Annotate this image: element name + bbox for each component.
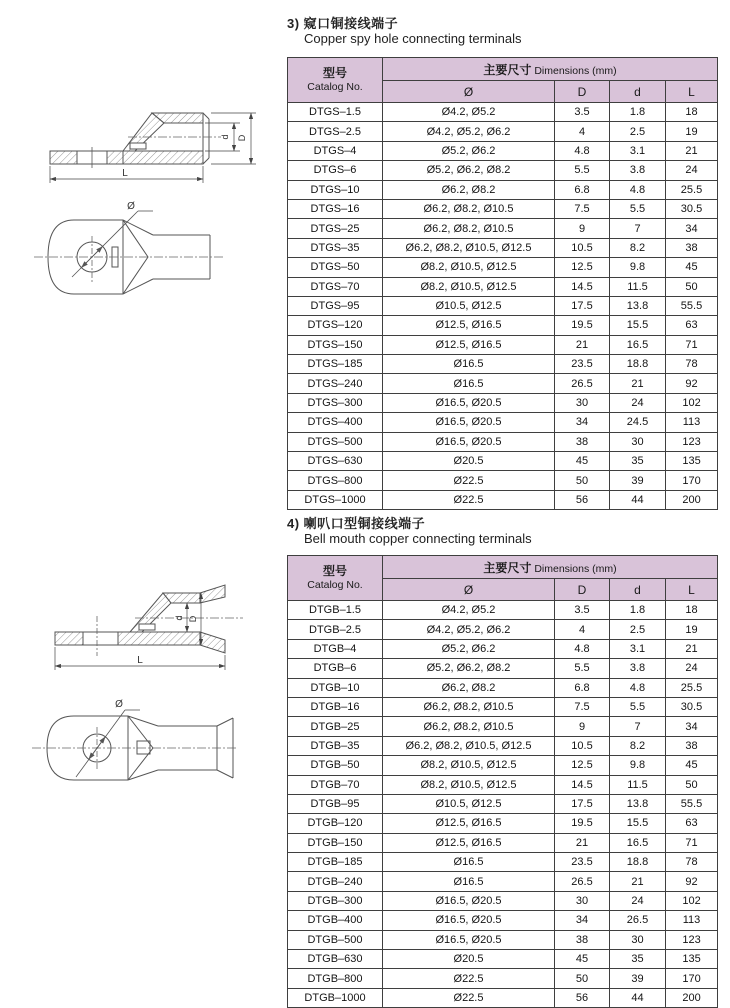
dimension-value-cell: 92 [666,872,718,891]
dimension-value-cell: 7.5 [555,697,610,716]
dimension-value-cell: Ø6.2, Ø8.2, Ø10.5 [383,219,555,238]
table-row [288,620,718,639]
table-row [288,277,718,296]
dimension-value-cell: 13.8 [610,296,666,315]
dimension-value-cell: 19.5 [555,316,610,335]
dimension-value-cell: Ø8.2, Ø10.5, Ø12.5 [383,775,555,794]
dimension-value-cell: 34 [555,911,610,930]
col-header-d: d [610,81,666,103]
bell-mouth-dimensions-table [287,555,718,1008]
dimension-value-cell: 200 [666,988,718,1007]
table-row [288,103,718,122]
dimension-value-cell: Ø10.5, Ø12.5 [383,296,555,315]
dimension-value-cell: 21 [555,335,610,354]
dimension-value-cell: 24 [666,161,718,180]
catalog-no-header [288,556,383,601]
dimension-value-cell: Ø6.2, Ø8.2, Ø10.5, Ø12.5 [383,238,555,257]
dimension-value-cell: 23.5 [555,355,610,374]
dimension-value-cell: 123 [666,930,718,949]
dimension-value-cell: 18 [666,601,718,620]
dimension-value-cell: 19 [666,620,718,639]
dimension-value-cell: Ø6.2, Ø8.2, Ø10.5 [383,717,555,736]
dimension-value-cell: 5.5 [555,161,610,180]
dimension-value-cell: 30.5 [666,697,718,716]
dimension-value-cell: Ø16.5 [383,355,555,374]
catalog-no-cell: DTGB–25 [288,717,383,736]
dimension-value-cell: 13.8 [610,794,666,813]
col-header-L: L [666,579,718,601]
table-row [288,988,718,1007]
dimension-value-cell: 15.5 [610,814,666,833]
catalog-no-cell: DTGS–25 [288,219,383,238]
dimension-value-cell: 9.8 [610,258,666,277]
dimension-value-cell: 102 [666,891,718,910]
dimensions-header-en: Dimensions (mm) [534,562,617,575]
dimension-value-cell: 6.8 [555,678,610,697]
dimension-value-cell: 34 [555,413,610,432]
table-row [288,238,718,257]
table-row [288,258,718,277]
dimension-value-cell: 18.8 [610,853,666,872]
dimension-value-cell: 35 [610,452,666,471]
dimension-value-cell: 10.5 [555,736,610,755]
dimension-value-cell: 78 [666,355,718,374]
dimension-value-cell: 50 [666,277,718,296]
table-row [288,141,718,160]
spy-hole-side-view-diagram [35,103,270,188]
dimension-value-cell: 50 [555,969,610,988]
dimension-value-cell: 38 [666,736,718,755]
catalog-no-cell: DTGS–10 [288,180,383,199]
dimensions-header [383,58,718,81]
dimension-value-cell: 30 [555,393,610,412]
dimension-value-cell: Ø20.5 [383,950,555,969]
dimensions-header [383,556,718,579]
catalog-no-cell: DTGB–500 [288,930,383,949]
dimension-value-cell: 45 [666,756,718,775]
dimension-value-cell: Ø5.2, Ø6.2, Ø8.2 [383,659,555,678]
dimension-value-cell: 135 [666,950,718,969]
dimension-value-cell: Ø12.5, Ø16.5 [383,335,555,354]
section-3-heading-en: Copper spy hole connecting terminals [304,31,522,46]
col-header-d: d [610,579,666,601]
dimension-value-cell: 3.8 [610,659,666,678]
table-row [288,432,718,451]
dimension-value-cell: 102 [666,393,718,412]
dimension-value-cell: 24 [610,891,666,910]
dimension-value-cell: 18 [666,103,718,122]
dimension-value-cell: 10.5 [555,238,610,257]
dimension-value-cell: 8.2 [610,238,666,257]
terminal-cross-section [50,113,209,164]
table-row [288,122,718,141]
dimension-value-cell: 7 [610,717,666,736]
dimension-value-cell: 17.5 [555,296,610,315]
dimension-value-cell: 26.5 [555,374,610,393]
table-row [288,736,718,755]
dimension-value-cell: 2.5 [610,620,666,639]
dimension-value-cell: 16.5 [610,833,666,852]
catalog-no-cell: DTGB–120 [288,814,383,833]
catalog-no-cell: DTGB–35 [288,736,383,755]
dimension-value-cell: 44 [610,988,666,1007]
bell-mouth-side-view-diagram [35,578,270,673]
dimension-value-cell: Ø5.2, Ø6.2 [383,639,555,658]
dimension-value-cell: 9.8 [610,756,666,775]
table-body [288,601,718,1008]
catalog-no-cell: DTGB–800 [288,969,383,988]
catalog-header-zh: 型号 [322,564,347,578]
dimension-value-cell: 63 [666,316,718,335]
dimension-value-cell: Ø22.5 [383,969,555,988]
table-row [288,490,718,509]
table-row [288,659,718,678]
dimension-value-cell: 21 [555,833,610,852]
dimension-value-cell: 1.8 [610,601,666,620]
dim-label-L: L [122,168,128,179]
dimension-value-cell: Ø4.2, Ø5.2, Ø6.2 [383,122,555,141]
dimension-value-cell: Ø6.2, Ø8.2 [383,678,555,697]
dimension-value-cell: 4 [555,620,610,639]
dimension-value-cell: 5.5 [555,659,610,678]
catalog-no-cell: DTGS–6 [288,161,383,180]
dimension-value-cell: Ø12.5, Ø16.5 [383,833,555,852]
dimension-value-cell: 6.8 [555,180,610,199]
table-header [288,556,718,601]
table-row [288,678,718,697]
catalog-no-cell: DTGS–70 [288,277,383,296]
dimension-value-cell: 45 [555,950,610,969]
catalog-header-en: Catalog No. [307,579,363,591]
dimension-value-cell: 8.2 [610,736,666,755]
dimension-value-cell: 56 [555,490,610,509]
dimension-value-cell: Ø5.2, Ø6.2 [383,141,555,160]
table-row [288,891,718,910]
catalog-no-cell: DTGB–1.5 [288,601,383,620]
bell-mouth-top-view-diagram [20,693,245,798]
dimension-value-cell: 24 [610,393,666,412]
dimension-value-cell: 15.5 [610,316,666,335]
dimension-value-cell: 44 [610,490,666,509]
dimension-value-cell: 23.5 [555,853,610,872]
table-row [288,794,718,813]
dimension-value-cell: Ø16.5 [383,853,555,872]
catalog-no-cell: DTGS–120 [288,316,383,335]
dimension-value-cell: Ø8.2, Ø10.5, Ø12.5 [383,756,555,775]
table-row [288,697,718,716]
dimension-value-cell: 2.5 [610,122,666,141]
dimension-value-cell: 50 [666,775,718,794]
dimension-value-cell: 113 [666,413,718,432]
dimension-value-cell: Ø16.5, Ø20.5 [383,930,555,949]
dimension-value-cell: 3.5 [555,103,610,122]
dimension-value-cell: Ø22.5 [383,490,555,509]
dimension-value-cell: 200 [666,490,718,509]
dimension-value-cell: 12.5 [555,756,610,775]
dimension-value-cell: Ø6.2, Ø8.2 [383,180,555,199]
catalog-no-cell: DTGB–150 [288,833,383,852]
dimension-value-cell: 21 [666,639,718,658]
dimension-value-cell: 63 [666,814,718,833]
dimension-value-cell: 30.5 [666,199,718,218]
dimension-value-cell: 56 [555,988,610,1007]
table-row [288,911,718,930]
table-row [288,452,718,471]
dimension-value-cell: 3.5 [555,601,610,620]
table-row [288,180,718,199]
catalog-no-cell: DTGS–35 [288,238,383,257]
dimension-value-cell: Ø6.2, Ø8.2, Ø10.5 [383,697,555,716]
dimension-value-cell: 135 [666,452,718,471]
dimension-value-cell: 26.5 [610,911,666,930]
dim-label-diameter: Ø [127,201,135,212]
dimension-value-cell: 17.5 [555,794,610,813]
dimensions-header-zh: 主要尺寸 [483,62,532,77]
col-header-D: D [555,81,610,103]
catalog-no-cell: DTGS–16 [288,199,383,218]
dimension-value-cell: 35 [610,950,666,969]
dim-label-D: D [188,615,198,623]
dim-label-L: L [137,655,143,666]
table-row [288,601,718,620]
dimension-value-cell: Ø10.5, Ø12.5 [383,794,555,813]
dimension-value-cell: 30 [555,891,610,910]
dimension-value-cell: Ø16.5, Ø20.5 [383,432,555,451]
spy-hole-top-view-diagram [20,200,235,305]
catalog-no-cell: DTGB–95 [288,794,383,813]
catalog-no-cell: DTGB–2.5 [288,620,383,639]
dimension-value-cell: Ø16.5 [383,872,555,891]
catalog-no-cell: DTGB–6 [288,659,383,678]
dimension-value-cell: 19.5 [555,814,610,833]
table-header [288,58,718,103]
dimension-value-cell: 5.5 [610,697,666,716]
catalog-no-cell: DTGB–185 [288,853,383,872]
dimension-value-cell: Ø16.5, Ø20.5 [383,413,555,432]
table-row [288,413,718,432]
dimension-value-cell: 7.5 [555,199,610,218]
catalog-no-cell: DTGB–1000 [288,988,383,1007]
section-4-heading-en: Bell mouth copper connecting terminals [304,531,532,546]
table-row [288,316,718,335]
table-row [288,853,718,872]
dimension-value-cell: 14.5 [555,775,610,794]
table-row [288,199,718,218]
table-row [288,814,718,833]
dim-label-D: D [237,134,247,142]
dimension-value-cell: Ø16.5, Ø20.5 [383,393,555,412]
dimension-value-cell: 123 [666,432,718,451]
table-row [288,950,718,969]
col-header-diameter: Ø [383,579,555,601]
dimension-value-cell: 21 [610,374,666,393]
dimension-value-cell: 7 [610,219,666,238]
col-header-diameter: Ø [383,81,555,103]
catalog-no-cell: DTGS–240 [288,374,383,393]
dimension-value-cell: 38 [555,432,610,451]
section-4-heading-zh: 4) 喇叭口型铜接线端子 [287,516,426,531]
dimension-value-cell: Ø22.5 [383,988,555,1007]
catalog-no-cell: DTGS–630 [288,452,383,471]
dimension-value-cell: 34 [666,219,718,238]
dimension-value-cell: 38 [666,238,718,257]
dimension-value-cell: 16.5 [610,335,666,354]
catalog-no-cell: DTGS–2.5 [288,122,383,141]
catalog-no-cell: DTGB–10 [288,678,383,697]
catalog-no-cell: DTGB–630 [288,950,383,969]
catalog-no-cell: DTGS–185 [288,355,383,374]
catalog-no-cell: DTGS–400 [288,413,383,432]
dimension-value-cell: Ø8.2, Ø10.5, Ø12.5 [383,277,555,296]
dimension-value-cell: 55.5 [666,794,718,813]
dimension-value-cell: 92 [666,374,718,393]
dimension-value-cell: Ø6.2, Ø8.2, Ø10.5 [383,199,555,218]
col-header-L: L [666,81,718,103]
diameter-leader [76,710,140,777]
dimension-value-cell: 25.5 [666,180,718,199]
dimensions-header-en: Dimensions (mm) [534,64,617,77]
dimension-value-cell: 45 [666,258,718,277]
table-row [288,355,718,374]
catalog-no-cell: DTGS–800 [288,471,383,490]
catalog-no-cell: DTGS–300 [288,393,383,412]
table-row [288,775,718,794]
table-row [288,872,718,891]
table-row [288,639,718,658]
dimension-value-cell: 34 [666,717,718,736]
dimension-value-cell: 3.1 [610,141,666,160]
catalog-no-cell: DTGS–1000 [288,490,383,509]
dimension-value-cell: Ø4.2, Ø5.2, Ø6.2 [383,620,555,639]
table-row [288,930,718,949]
dimension-value-cell: 78 [666,853,718,872]
dimension-value-cell: 30 [610,432,666,451]
table-row [288,374,718,393]
catalog-no-cell: DTGB–400 [288,911,383,930]
dim-label-diameter: Ø [115,699,123,710]
dimension-value-cell: 71 [666,335,718,354]
dimension-value-cell: 3.1 [610,639,666,658]
dimension-value-cell: 26.5 [555,872,610,891]
table-body [288,103,718,510]
dimension-value-cell: 45 [555,452,610,471]
catalog-no-cell: DTGB–4 [288,639,383,658]
catalog-no-cell: DTGS–50 [288,258,383,277]
dimension-value-cell: 71 [666,833,718,852]
terminal-cross-section [55,585,225,653]
catalog-no-cell: DTGS–95 [288,296,383,315]
catalog-header-zh: 型号 [322,66,347,80]
dimension-value-cell: 39 [610,471,666,490]
dimension-value-cell: 4.8 [555,141,610,160]
dimension-value-cell: 19 [666,122,718,141]
catalog-no-cell: DTGS–1.5 [288,103,383,122]
dimension-value-cell: 11.5 [610,775,666,794]
spy-hole-dimensions-table [287,57,718,510]
dimension-value-cell: 21 [666,141,718,160]
col-header-D: D [555,579,610,601]
dimension-value-cell: 3.8 [610,161,666,180]
dimension-value-cell: Ø16.5, Ø20.5 [383,911,555,930]
dimension-value-cell: Ø22.5 [383,471,555,490]
table-row [288,393,718,412]
catalog-no-cell: DTGB–240 [288,872,383,891]
dimension-value-cell: Ø16.5, Ø20.5 [383,891,555,910]
dimension-value-cell: 9 [555,219,610,238]
dimension-value-cell: Ø6.2, Ø8.2, Ø10.5, Ø12.5 [383,736,555,755]
dimension-value-cell: 38 [555,930,610,949]
dimension-value-cell: Ø8.2, Ø10.5, Ø12.5 [383,258,555,277]
section-3-heading-zh: 3) 窥口铜接线端子 [287,16,399,31]
dimension-value-cell: 14.5 [555,277,610,296]
table-row [288,219,718,238]
dimension-value-cell: 9 [555,717,610,736]
dimension-value-cell: 24.5 [610,413,666,432]
dimension-value-cell: Ø20.5 [383,452,555,471]
dimension-value-cell: 113 [666,911,718,930]
dimension-value-cell: Ø12.5, Ø16.5 [383,814,555,833]
table-row [288,717,718,736]
dim-label-d: d [220,134,230,140]
dimension-value-cell: 24 [666,659,718,678]
catalog-no-cell: DTGB–50 [288,756,383,775]
dimension-value-cell: 50 [555,471,610,490]
dimension-value-cell: 39 [610,969,666,988]
dimension-value-cell: 21 [610,872,666,891]
dimension-value-cell: Ø16.5 [383,374,555,393]
dimension-value-cell: 18.8 [610,355,666,374]
dimension-value-cell: 4 [555,122,610,141]
dimension-value-cell: Ø4.2, Ø5.2 [383,103,555,122]
table-row [288,161,718,180]
catalog-no-header [288,58,383,103]
table-row [288,833,718,852]
dimension-value-cell: 5.5 [610,199,666,218]
dimension-value-cell: 12.5 [555,258,610,277]
dim-label-d: d [174,615,184,621]
dimensions-header-zh: 主要尺寸 [483,560,532,575]
catalog-no-cell: DTGS–4 [288,141,383,160]
dimension-value-cell: 4.8 [610,678,666,697]
inspection-window [137,741,150,754]
catalog-no-cell: DTGB–16 [288,697,383,716]
dimension-value-cell: 170 [666,471,718,490]
dimension-value-cell: 30 [610,930,666,949]
table-row [288,756,718,775]
dimension-value-cell: 1.8 [610,103,666,122]
catalog-no-cell: DTGS–150 [288,335,383,354]
dimension-value-cell: Ø5.2, Ø6.2, Ø8.2 [383,161,555,180]
dimension-value-cell: 55.5 [666,296,718,315]
dimension-value-cell: 4.8 [555,639,610,658]
catalog-no-cell: DTGS–500 [288,432,383,451]
dimension-value-cell: Ø12.5, Ø16.5 [383,316,555,335]
dimension-value-cell: Ø4.2, Ø5.2 [383,601,555,620]
dimension-value-cell: 25.5 [666,678,718,697]
table-row [288,969,718,988]
catalog-no-cell: DTGB–70 [288,775,383,794]
catalog-header-en: Catalog No. [307,81,363,93]
catalog-no-cell: DTGB–300 [288,891,383,910]
dimension-value-cell: 170 [666,969,718,988]
table-row [288,296,718,315]
table-row [288,335,718,354]
table-row [288,471,718,490]
dimension-value-cell: 4.8 [610,180,666,199]
dimension-value-cell: 11.5 [610,277,666,296]
